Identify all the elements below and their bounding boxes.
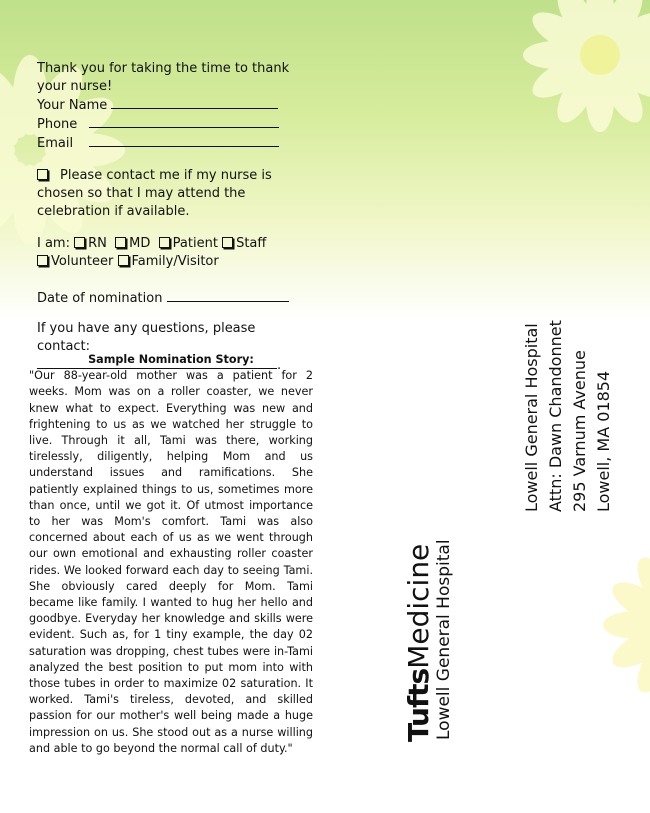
your-name-blank[interactable] <box>111 96 278 109</box>
date-of-nomination-label: Date of nomination <box>37 291 163 306</box>
email-blank[interactable] <box>89 134 279 147</box>
date-of-nomination-field[interactable] <box>37 289 302 308</box>
logo-hospital-name: Lowell General Hospital <box>434 539 454 740</box>
role-staff: Staff <box>236 236 267 251</box>
daisy-flower-icon <box>600 540 650 710</box>
thank-you-text: Thank you for taking the time to thank your nurse! <box>37 61 290 94</box>
address-line-1: Lowell General Hospital <box>522 323 541 512</box>
phone-field[interactable] <box>37 115 302 134</box>
volunteer-checkbox[interactable] <box>37 255 48 266</box>
questions-text: If you have any questions, please contact: <box>37 321 256 354</box>
story-body: "Our 88-year-old mother was a patient for 2 weeks. Mom was on a roller coaster, we never knew what to expect. Everything was new and frightening to us as we watched her struggle to live. Through it all, Tami was there, working tirelessly, diligently, helping Mom and us understand issues and ramifications. She patiently explained things to us, sometimes more than once, until we got it. Of utmost importance to her was Mom's comfort. Tami was also concerned about each of us as we went through our own emotional and exhausting roller coaster rides. We looked forward each day to seeing Tami. She obviously cared deeply for Mom. Tami became like family. I wanted to hug her hello and goodbye. Everyday her knowledge and skills were evident. Such as, for 1 tiny example, the day 02 saturation was dropping, chest tubes were in-Tami analyzed the best position to put mom into with those tubes in order to maximize 02 saturation. It worked. Tami's tireless, devoted, and skilled passion for our mother's well being made a huge impression on us. She stood out as a nurse willing and able to go beyond the normal call of duty." <box>29 369 313 755</box>
role-selection <box>37 235 302 271</box>
date-of-nomination-blank[interactable] <box>167 289 289 302</box>
phone-blank[interactable] <box>89 115 279 128</box>
i-am-label: I am: <box>37 236 70 251</box>
tufts-medicine-logo <box>404 539 454 742</box>
daisy-flower-icon <box>520 0 650 135</box>
role-patient: Patient <box>172 236 218 251</box>
address-line-2: Attn: Dawn Chandonnet <box>546 320 565 512</box>
email-label: Email <box>37 136 74 151</box>
story-title: Sample Nomination Story: <box>88 353 254 366</box>
questions-contact-field[interactable]: . <box>37 356 302 375</box>
nomination-form <box>37 60 302 375</box>
role-md: MD <box>129 236 151 251</box>
rn-checkbox[interactable] <box>74 237 85 248</box>
logo-tufts: Tufts <box>402 668 435 742</box>
your-name-label: Your Name <box>37 98 108 113</box>
email-field[interactable] <box>37 134 302 153</box>
your-name-field[interactable] <box>37 96 302 115</box>
logo-wordmark <box>404 539 434 742</box>
role-family-visitor: Family/Visitor <box>131 254 219 269</box>
logo-medicine: Medicine <box>402 543 435 669</box>
family-visitor-checkbox[interactable] <box>118 255 129 266</box>
role-rn: RN <box>88 236 107 251</box>
sample-story <box>29 352 313 757</box>
phone-label: Phone <box>37 117 78 132</box>
mailing-address <box>520 292 616 512</box>
contact-me-option[interactable] <box>37 167 302 221</box>
contact-me-text: Please contact me if my nurse is chosen so that I may attend the celebration if available. <box>37 168 272 219</box>
md-checkbox[interactable] <box>115 237 126 248</box>
patient-checkbox[interactable] <box>159 237 170 248</box>
contact-me-checkbox[interactable] <box>37 169 48 180</box>
role-volunteer: Volunteer <box>51 254 114 269</box>
address-line-3: 295 Varnum Avenue <box>570 350 589 512</box>
staff-checkbox[interactable] <box>222 237 233 248</box>
address-line-4: Lowell, MA 01854 <box>594 370 613 512</box>
